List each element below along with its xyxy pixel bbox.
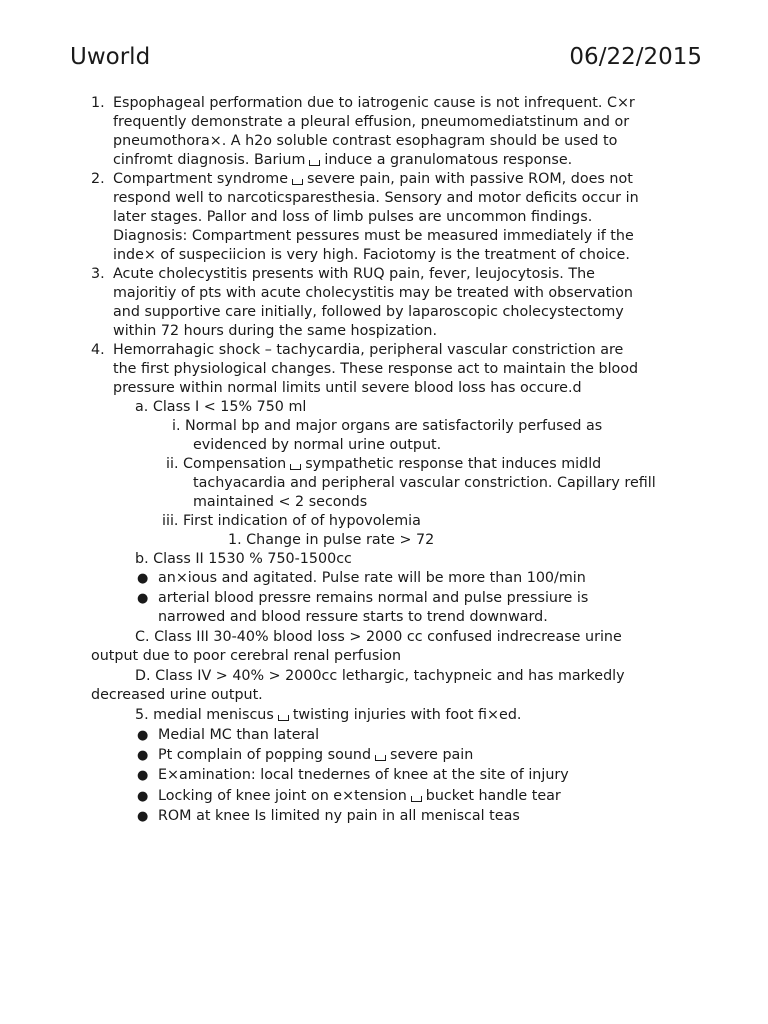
text-line: frequently demonstrate a pleural effusion, pneumomediatstinum and or: [113, 114, 630, 130]
arrow-placeholder-icon: [309, 160, 320, 166]
item-5-heading: 5. medial meniscus twisting injuries with foot fi×ed.: [135, 707, 522, 723]
item-number: 4.: [91, 342, 105, 358]
sub-item-d: D. Class IV > 40% > 2000cc lethargic, tachypneic and has markedly: [135, 668, 625, 684]
bullet-text: arterial blood pressre remains normal and pulse pressiure is: [158, 590, 589, 606]
bullet-icon: ●: [137, 591, 149, 606]
roman-item: ii. Compensation sympathetic response that induces midld: [166, 456, 602, 472]
bullet-icon: ●: [137, 768, 149, 783]
text-line: Diagnosis: Compartment pessures must be measured immediately if the: [113, 228, 634, 244]
text-line: evidenced by normal urine output.: [193, 437, 442, 453]
arrow-placeholder-icon: [411, 796, 422, 802]
text-line: cinfromt diagnosis. Barium induce a granulomatous response.: [113, 152, 573, 168]
text-line: decreased urine output.: [91, 687, 263, 703]
text-line: output due to poor cerebral renal perfusion: [91, 648, 402, 664]
bullet-icon: ●: [137, 789, 149, 804]
sub-item-c: C. Class III 30-40% blood loss > 2000 cc confused indrecrease urine: [135, 629, 622, 645]
item-number: 2.: [91, 171, 105, 187]
text-line: within 72 hours during the same hospization.: [113, 323, 438, 339]
roman-item: i. Normal bp and major organs are satisfactorily perfused as: [172, 418, 603, 434]
bullet-text: Medial MC than lateral: [158, 727, 320, 743]
bullet-icon: ●: [137, 748, 149, 763]
bullet-text: E×amination: local tnedernes of knee at the site of injury: [158, 767, 569, 783]
text-line: Acute cholecystitis presents with RUQ pain, fever, leujocytosis. The: [113, 266, 595, 282]
item-number: 1.: [91, 95, 105, 111]
text-line: tachyacardia and peripheral vascular constriction. Capillary refill: [193, 475, 656, 491]
text-line: inde× of suspeciicion is very high. Faciotomy is the treatment of choice.: [113, 247, 630, 263]
item-number: 3.: [91, 266, 105, 282]
text-line: later stages. Pallor and loss of limb pulses are uncommon findings.: [113, 209, 593, 225]
text-line: respond well to narcoticsparesthesia. Sensory and motor deficits occur in: [113, 190, 639, 206]
sub-item-b: b. Class II 1530 % 750-1500cc: [135, 551, 352, 567]
document-header: [70, 44, 702, 78]
arrow-placeholder-icon: [290, 464, 301, 470]
text-line: pneumothora×. A h2o soluble contrast esophagram should be used to: [113, 133, 618, 149]
bullet-text: Pt complain of popping sound severe pain: [158, 747, 474, 763]
bullet-text: an×ious and agitated. Pulse rate will be more than 100/min: [158, 570, 586, 586]
bullet-icon: ●: [137, 728, 149, 743]
text-line: maintained < 2 seconds: [193, 494, 368, 510]
bullet-text: ROM at knee Is limited ny pain in all meniscal teas: [158, 808, 520, 824]
document-date: 06/22/2015: [569, 44, 702, 70]
bullet-icon: ●: [137, 809, 149, 824]
text-line: Espophageal performation due to iatrogenic cause is not infrequent. C×r: [113, 95, 635, 111]
text-line: majoritiy of pts with acute cholecystitis may be treated with observation: [113, 285, 633, 301]
bullet-text: Locking of knee joint on e×tension bucket handle tear: [158, 788, 561, 804]
numbered-sub-item: 1. Change in pulse rate > 72: [228, 532, 435, 548]
text-line: and supportive care initially, followed by laparoscopic cholecystectomy: [113, 304, 624, 320]
bullet-icon: ●: [137, 571, 149, 586]
text-line: Compartment syndrome severe pain, pain with passive ROM, does not: [113, 171, 633, 187]
text-line: the first physiological changes. These response act to maintain the blood: [113, 361, 639, 377]
document-title: Uworld: [70, 44, 151, 70]
sub-item-a: a. Class I < 15% 750 ml: [135, 399, 307, 415]
bullet-text: narrowed and blood ressure starts to trend downward.: [158, 609, 548, 625]
arrow-placeholder-icon: [278, 715, 289, 721]
text-line: pressure within normal limits until severe blood loss has occure.d: [113, 380, 582, 396]
roman-item: iii. First indication of of hypovolemia: [162, 513, 421, 529]
arrow-placeholder-icon: [292, 179, 303, 185]
text-line: Hemorrahagic shock – tachycardia, peripheral vascular constriction are: [113, 342, 624, 358]
arrow-placeholder-icon: [375, 755, 386, 761]
